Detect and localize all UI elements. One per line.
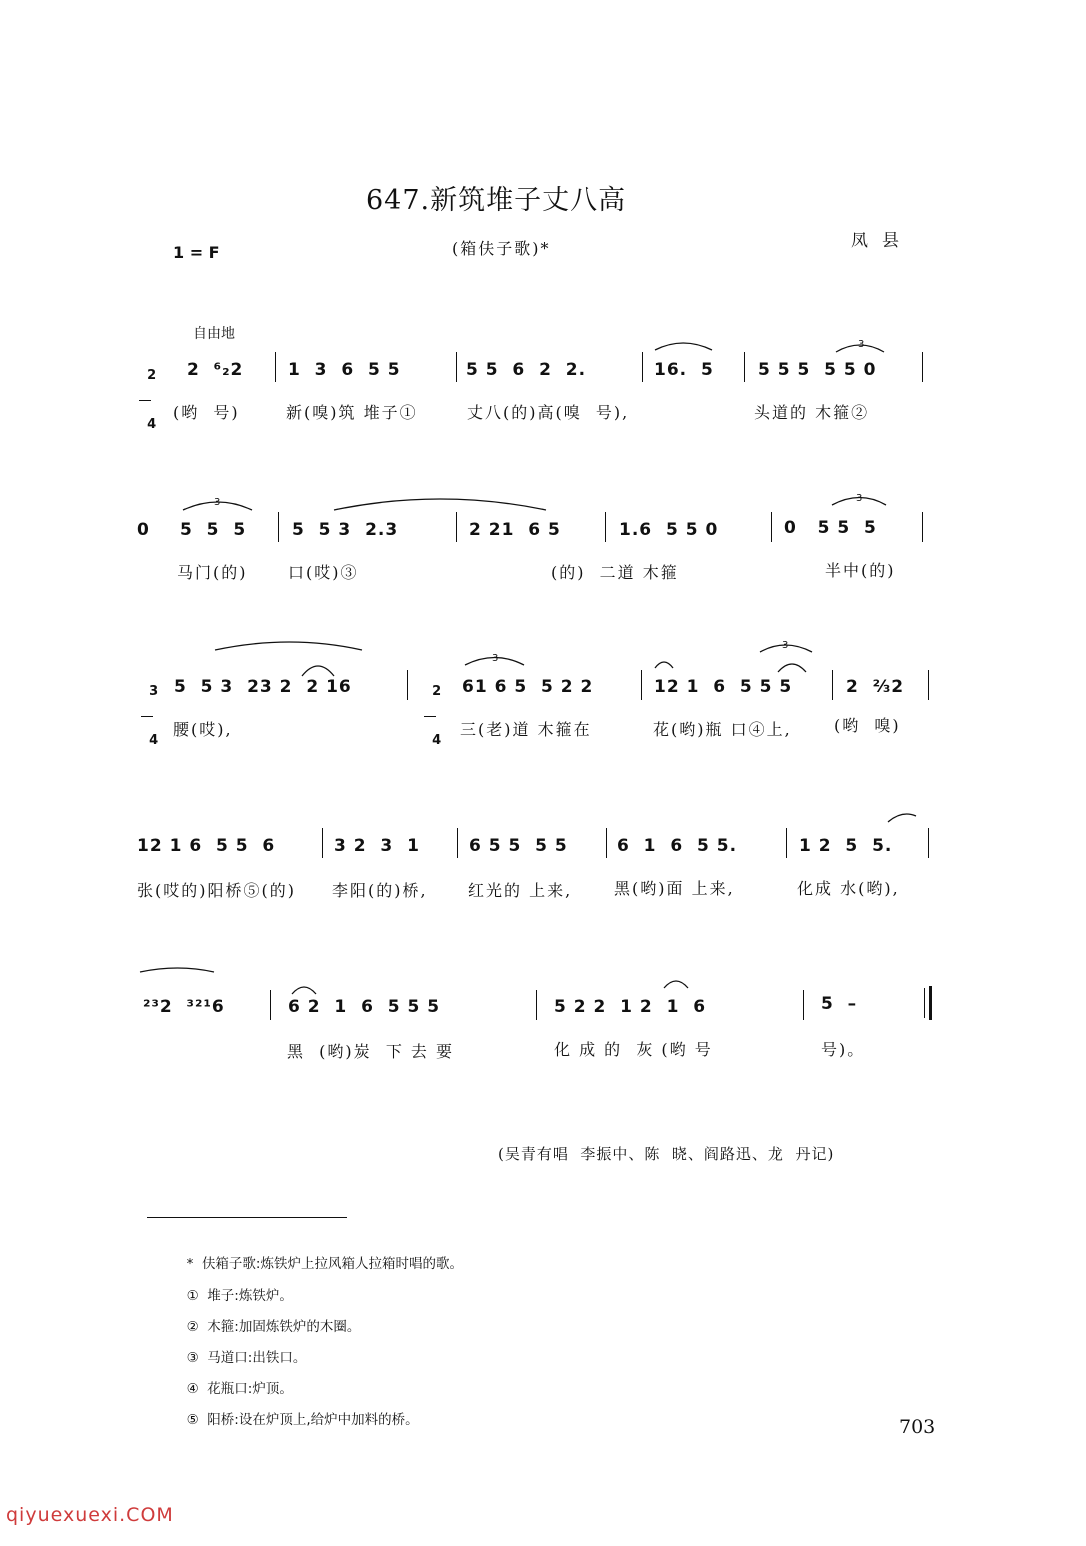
slur-arc bbox=[302, 666, 334, 676]
measure-notes: 5 5 6 2 2. bbox=[466, 360, 587, 380]
slur-arc bbox=[888, 814, 916, 822]
measure-notes: 2 21 6 5 bbox=[469, 520, 561, 540]
slur-arc bbox=[655, 662, 673, 668]
measure-notes: 5 5 3 2.3 bbox=[292, 520, 399, 540]
ts-numerator: 2 bbox=[147, 368, 157, 383]
footnote-mark: * bbox=[186, 1256, 194, 1272]
footnote-mark: ① bbox=[186, 1288, 199, 1304]
footnote-text: 马道口:出铁口。 bbox=[207, 1350, 307, 1366]
lyric-text: (哟 嗅) bbox=[834, 716, 901, 735]
svg-text:3: 3 bbox=[858, 339, 865, 350]
svg-text:3: 3 bbox=[214, 497, 221, 508]
measure-notes: 1.6 5 5 0 bbox=[619, 520, 719, 540]
measure-notes: 2 ⁶₂2 bbox=[187, 360, 244, 380]
time-signature bbox=[140, 668, 159, 749]
measure-notes: 16. 5 bbox=[654, 360, 714, 380]
lyric-text: 新(嗅)筑 堆子① bbox=[286, 403, 418, 422]
lyric-text: 半中(的) bbox=[825, 561, 896, 580]
lyric-text: 口(哎)③ bbox=[288, 563, 359, 582]
measure-notes: 5 5 3 23 2 2 16 bbox=[174, 677, 352, 697]
measure-notes: 2 ⅔2 bbox=[846, 677, 905, 697]
measure-notes: 3 2 3 1 bbox=[334, 836, 420, 856]
slur-arc bbox=[215, 642, 362, 650]
lyric-text: (的) 二道 木箍 bbox=[551, 563, 679, 582]
measure-notes: 0 bbox=[137, 520, 150, 540]
footnote-text: 木箍:加固炼铁炉的木圈。 bbox=[207, 1319, 361, 1335]
lyric-text: 号)。 bbox=[821, 1040, 866, 1059]
lyric-text: 黑 (哟)炭 下 去 要 bbox=[287, 1042, 455, 1061]
footnote-text: 阳桥:设在炉顶上,给炉中加料的桥。 bbox=[207, 1412, 419, 1428]
slur-arc bbox=[334, 499, 546, 510]
slur-arc bbox=[292, 987, 316, 994]
measure-notes: 6 5 5 5 5 bbox=[469, 836, 568, 856]
song-subtitle: (箱伕子歌)* bbox=[452, 239, 551, 258]
footnote-mark: ③ bbox=[186, 1350, 199, 1366]
lyric-text: 三(老)道 木箍在 bbox=[460, 720, 592, 739]
lyric-text: 马门(的) bbox=[177, 563, 248, 582]
slur-arc bbox=[664, 981, 688, 988]
measure-notes: 6 2 1 6 5 5 5 bbox=[288, 997, 441, 1017]
site-watermark[interactable]: qiyuexuexi.COM bbox=[6, 1504, 174, 1526]
lyric-text: 张(哎的)阳桥⑤(的) bbox=[137, 881, 296, 900]
footnote-mark: ④ bbox=[186, 1381, 199, 1397]
lyric-text: 黑(哟)面 上来, bbox=[614, 879, 735, 898]
lyric-text: (哟 号) bbox=[173, 403, 240, 422]
measure-notes: 5 – bbox=[821, 994, 858, 1014]
measure-notes: 5 5 5 5 5 0 bbox=[758, 360, 877, 380]
song-title: 647.新筑堆子丈八高 bbox=[366, 185, 627, 216]
footnote-text: 堆子:炼铁炉。 bbox=[207, 1288, 293, 1304]
ts-denominator: 4 bbox=[432, 733, 442, 748]
measure-notes: ²³2 ³²¹6 bbox=[143, 997, 225, 1017]
lyric-text: 化 成 的 灰 (哟 号 bbox=[554, 1040, 713, 1059]
measure-notes: 1 3 6 5 5 bbox=[288, 360, 401, 380]
time-signature bbox=[138, 352, 157, 433]
ts-denominator: 4 bbox=[147, 417, 157, 432]
ts-numerator: 3 bbox=[149, 684, 159, 699]
lyric-text: 李阳(的)桥, bbox=[332, 881, 428, 900]
lyric-text: 化成 水(哟), bbox=[797, 879, 900, 898]
footnote-text: 伕箱子歌:炼铁炉上拉风箱人拉箱时唱的歌。 bbox=[201, 1256, 463, 1272]
time-signature bbox=[423, 668, 442, 749]
measure-notes: 0 5 5 5 bbox=[784, 518, 877, 538]
footnote-mark: ⑤ bbox=[186, 1412, 199, 1428]
svg-text:3: 3 bbox=[782, 640, 789, 651]
measure-notes: 5 5 5 bbox=[180, 520, 247, 540]
page-number: 703 bbox=[899, 1416, 936, 1438]
footnote-text: 花瓶口:炉顶。 bbox=[207, 1381, 293, 1397]
lyric-text: 丈八(的)高(嗅 号), bbox=[467, 403, 630, 422]
svg-text:3: 3 bbox=[856, 493, 863, 504]
measure-notes: 12 1 6 5 5 5 bbox=[654, 677, 793, 697]
measure-notes: 61 6 5 5 2 2 bbox=[462, 677, 594, 697]
measure-notes: 5 2 2 1 2 1 6 bbox=[554, 997, 707, 1017]
performer-credit: (吴青有唱 李振中、陈 晓、阎路迅、龙 丹记) bbox=[498, 1145, 835, 1163]
lyric-text: 头道的 木箍② bbox=[754, 403, 870, 422]
slur-arc bbox=[140, 968, 214, 972]
lyric-text: 红光的 上来, bbox=[468, 881, 573, 900]
region-label: 凤县 bbox=[851, 231, 913, 251]
footnote-mark: ② bbox=[186, 1319, 199, 1335]
footnote bbox=[178, 1236, 463, 1272]
slur-arc bbox=[655, 343, 712, 350]
footnote-divider bbox=[147, 1217, 347, 1218]
key-signature: 1 = F bbox=[173, 243, 220, 262]
lyric-text: 花(哟)瓶 口④上, bbox=[653, 720, 792, 739]
lyric-text: 腰(哎), bbox=[173, 720, 233, 739]
svg-text:3: 3 bbox=[492, 653, 499, 664]
footnote bbox=[178, 1392, 419, 1428]
slur-arc bbox=[778, 664, 806, 672]
measure-notes: 6 1 6 5 5. bbox=[617, 836, 738, 856]
ts-numerator: 2 bbox=[432, 684, 442, 699]
measure-notes: 1 2 5 5. bbox=[799, 836, 893, 856]
tempo-marking: 自由地 bbox=[193, 326, 235, 342]
ts-denominator: 4 bbox=[149, 733, 159, 748]
measure-notes: 12 1 6 5 5 6 bbox=[137, 836, 276, 856]
